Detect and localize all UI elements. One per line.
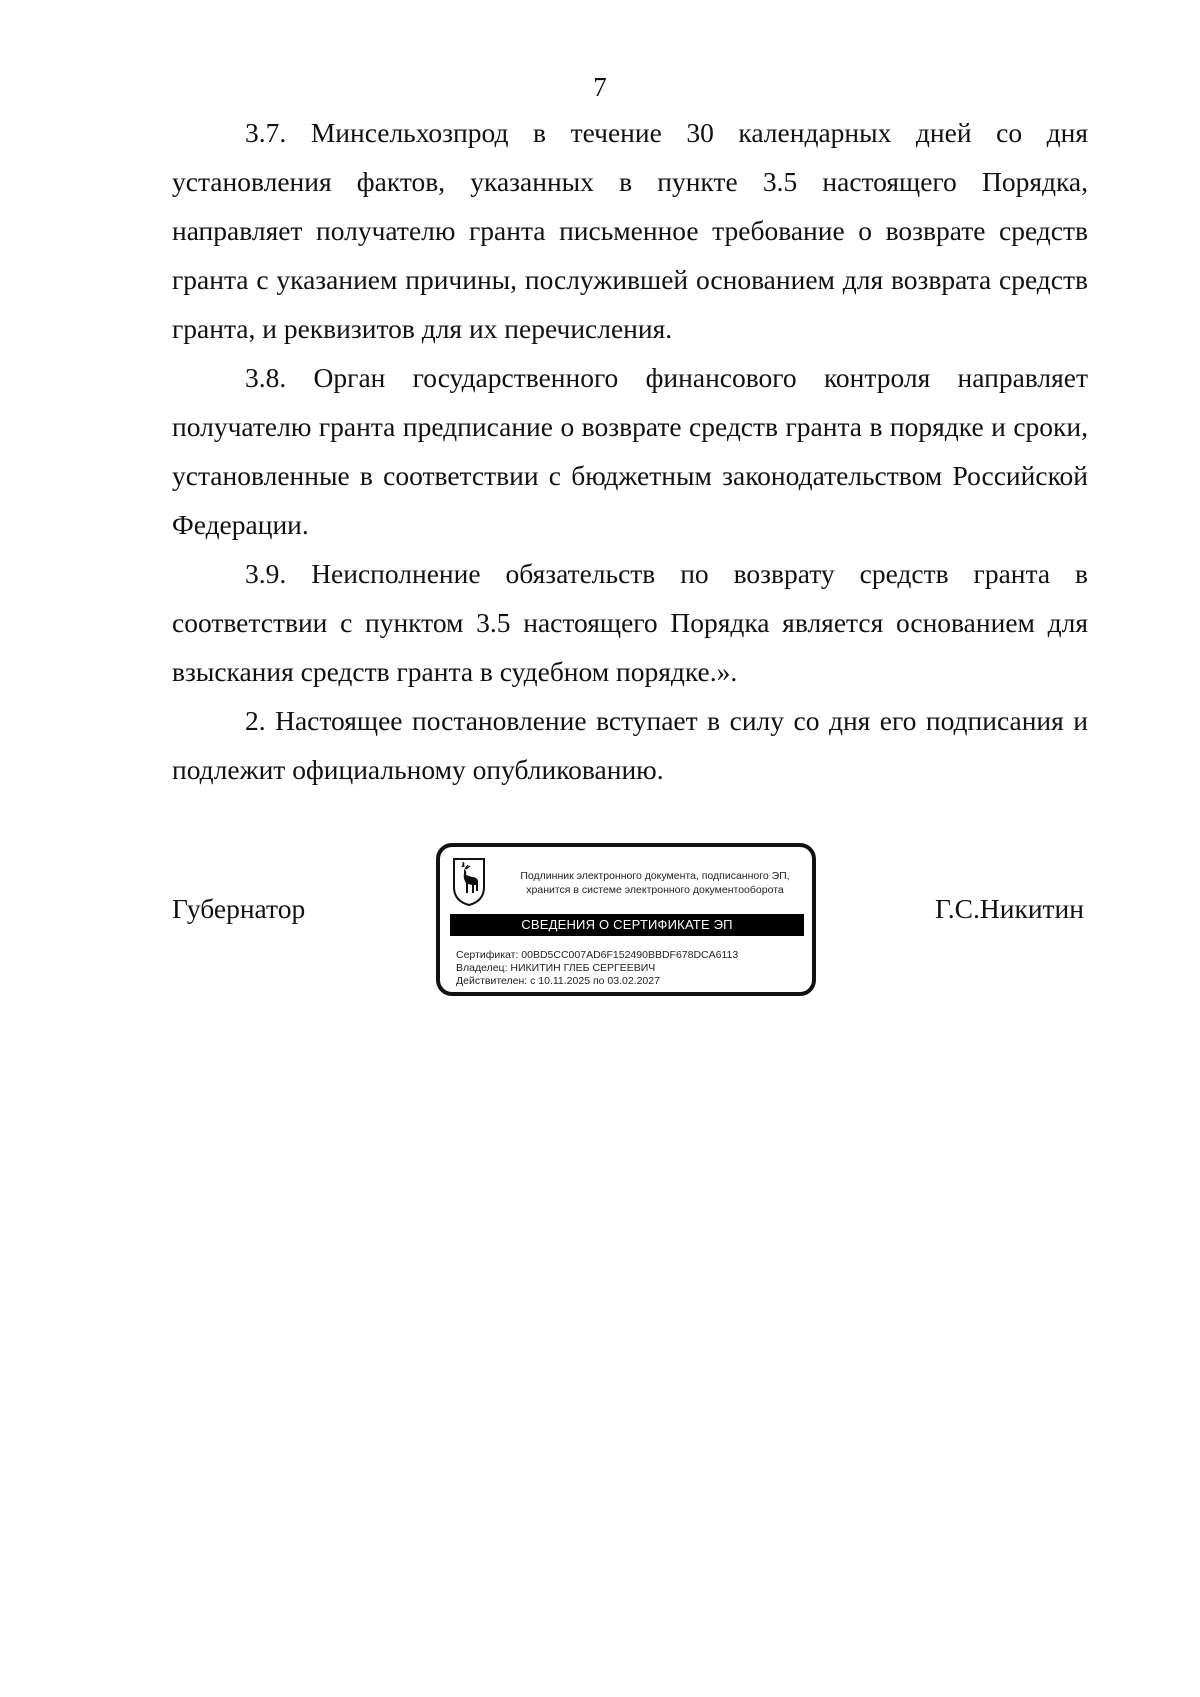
deer-emblem-icon — [452, 857, 486, 907]
stamp-heading-line: Подлинник электронного документа, подписанного ЭП, — [520, 870, 790, 882]
paragraph-3-8: 3.8. Орган государственного финансового контроля направляет получателю гранта предписание о возврате средств гранта в порядке и сроки, установленные в соответствии с бюджетным законодательством Российской Федерации. — [172, 362, 1088, 540]
stamp-heading-line: хранится в системе электронного документооборота — [526, 884, 784, 896]
electronic-signature-stamp — [436, 843, 816, 996]
signer-position: Губернатор — [172, 893, 306, 924]
document-body — [172, 108, 1088, 794]
signature-block — [172, 843, 1088, 1003]
stamp-certificate-details — [456, 949, 738, 988]
stamp-certificate-title: СВЕДЕНИЯ О СЕРТИФИКАТЕ ЭП — [450, 914, 804, 936]
paragraph-3-7: 3.7. Минсельхозпрод в течение 30 календарных дней со дня установления фактов, указанных в пункте 3.5 настоящего Порядка, направляет получателю гранта письменное требование о возврате средств гранта с указанием причины, послужившей основанием для возврата средств гранта, и реквизитов для их перечисления. — [172, 117, 1088, 344]
signer-name: Г.С.Никитин — [935, 893, 1084, 924]
certificate-validity: Действителен: с 10.11.2025 по 03.02.2027 — [456, 975, 660, 987]
stamp-heading — [506, 869, 804, 897]
paragraph-2: 2. Настоящее постановление вступает в силу со дня его подписания и подлежит официальному опубликованию. — [172, 705, 1088, 785]
paragraph-3-9: 3.9. Неисполнение обязательств по возврату средств гранта в соответствии с пунктом 3.5 настоящего Порядка является основанием для взыскания средств гранта в судебном порядке.». — [172, 558, 1088, 687]
certificate-owner: Владелец: НИКИТИН ГЛЕБ СЕРГЕЕВИЧ — [456, 962, 656, 974]
page-number: 7 — [593, 72, 607, 102]
certificate-number: Сертификат: 00BD5CC007AD6F152490BBDF678DCA6113 — [456, 949, 739, 961]
